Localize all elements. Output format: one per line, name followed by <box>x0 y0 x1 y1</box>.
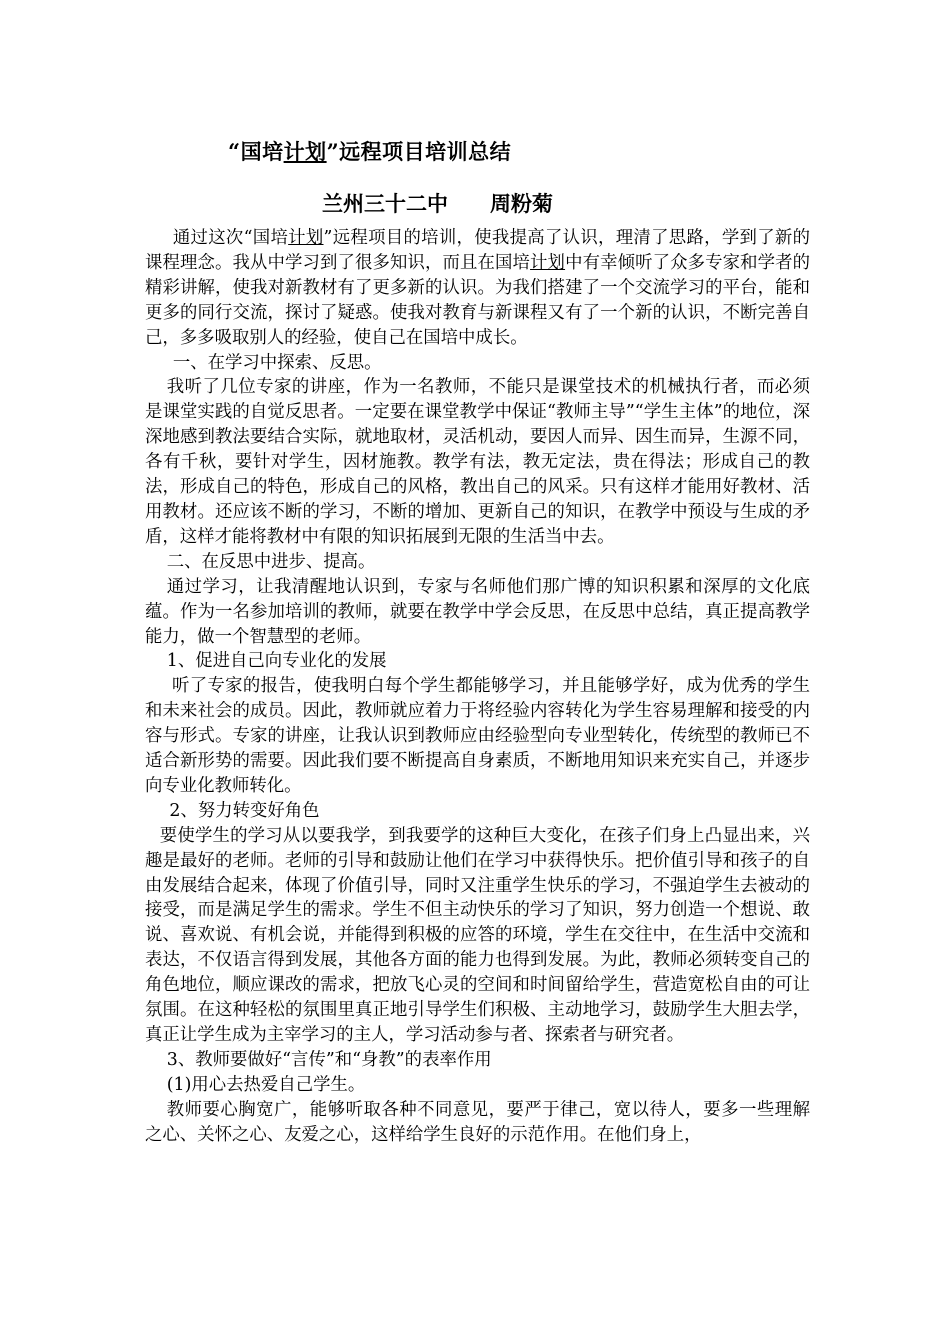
section2-heading: 二、在反思中进步、提高。 <box>166 551 376 572</box>
intro-paragraph <box>145 226 810 351</box>
section1-heading: 一、在学习中探索、反思。 <box>172 352 382 373</box>
sub3a-heading: (1)用心去热爱自己学生。 <box>166 1074 366 1095</box>
title-open-quote: “ <box>228 139 241 164</box>
author-name: 周粉菊 <box>490 191 553 216</box>
title-rest: ”远程项目培训总结 <box>326 139 512 164</box>
section1-paragraph: 我听了几位专家的讲座，作为一名教师，不能只是课堂技术的机械执行者，而必须是课堂实践的自觉反思者。一定要在课堂教学中保证“教师主导”“学生主体”的地位，深深地感到教法要结合实际，就地取材，灵活机动，要因人而异、因生而异，生源不同，各有千秋，要针对学生，因材施教。教学有法，教无定法，贵在得法；形成自己的教法，形成自己的特色，形成自己的风格，教出自己的风采。只有这样才能用好教材、活用教材。还应该不断的学习，不断的增加、更新自己的知识，在教学中预设与生成的矛盾，这样才能将教材中有限的知识拓展到无限的生活当中去。 <box>145 377 810 547</box>
author-school: 兰州三十二中 <box>322 191 448 216</box>
document-body <box>145 226 810 1148</box>
sub2-paragraph: 要使学生的学习从以要我学，到我要学的这种巨大变化，在孩子们身上凸显出来，兴趣是最好的老师。老师的引导和鼓励让他们在学习中获得快乐。把价值引导和孩子的自由发展结合起来，体现了价值引导，同时又注重学生快乐的学习，不强迫学生去被动的接受，而是满足学生的需求。学生不但主动快乐的学习了知识，努力创造一个想说、敢说、喜欢说、有机会说，并能得到积极的应答的环境，学生在交往中，在生活中交流和表达，不仅语言得到发展，其他各方面的能力也得到发展。为此，教师必须转变自己的角色地位，顺应课改的需求，把放飞心灵的空间和时间留给学生，营造宽松自由的可让氛围。在这种轻松的氛围里真正地引导学生们积极、主动地学习，鼓励学生大胆去学，真正让学生成为主宰学习的主人，学习活动参与者、探索者与研究者。 <box>145 825 810 1045</box>
intro-jihua-link-2[interactable]: 计划 <box>530 252 566 273</box>
sub3a-paragraph: 教师要心胸宽广，能够听取各种不同意见，要严于律己，宽以待人，要多一些理解之心、关怀之心、友爱之心，这样给学生良好的示范作用。在他们身上， <box>145 1099 810 1145</box>
title-guopei: 国培 <box>240 139 284 164</box>
intro-jihua-link-1[interactable]: 计划 <box>288 228 324 248</box>
sub1-paragraph: 听了专家的报告，使我明白每个学生都能够学习，并且能够学好，成为优秀的学生和未来社会的成员。因此，教师就应着力于将经验内容转化为学生容易理解和接受的内容与形式。专家的讲座，让我认识到教师应由经验型向专业型转化，传统型的教师已不适合新形势的需要。因此我们要不断提高自身素质，不断地用知识来充实自己，并逐步向专业化教师转化。 <box>145 676 810 796</box>
title-jihua-link[interactable]: 计划 <box>283 139 327 164</box>
intro-text-1: 通过这次“国培 <box>172 228 289 248</box>
section2-paragraph: 通过学习，让我清醒地认识到，专家与名师他们那广博的知识积累和深厚的文化底蕴。作为一名参加培训的教师，就要在教学中学会反思，在反思中总结，真正提高教学能力，做一个智慧型的老师。 <box>145 576 810 647</box>
author-line <box>322 188 553 218</box>
sub2-heading: 2、努力转变好角色 <box>169 800 320 821</box>
document-title <box>228 136 511 166</box>
sub1-heading: 1、促进自己向专业化的发展 <box>166 651 387 672</box>
sub3-heading: 3、教师要做好“言传”和“身教”的表率作用 <box>166 1049 492 1070</box>
intro-text-2: ”远程项目的培训，使我提高了认识，理清了思路，学到了新的课程理念。我从中学习到了很多知识，而且在国培 <box>145 228 810 273</box>
intro-text-3: 中有幸倾听了众多专家和学者的精彩讲解，使我对新教材有了更多新的认识。为我们搭建了一个交流学习的平台，能和更多的同行交流，探讨了疑惑。使我对教育与新课程又有了一个新的认识，不断完善自己，多多吸取别人的经验，使自己在国培中成长。 <box>145 252 810 348</box>
